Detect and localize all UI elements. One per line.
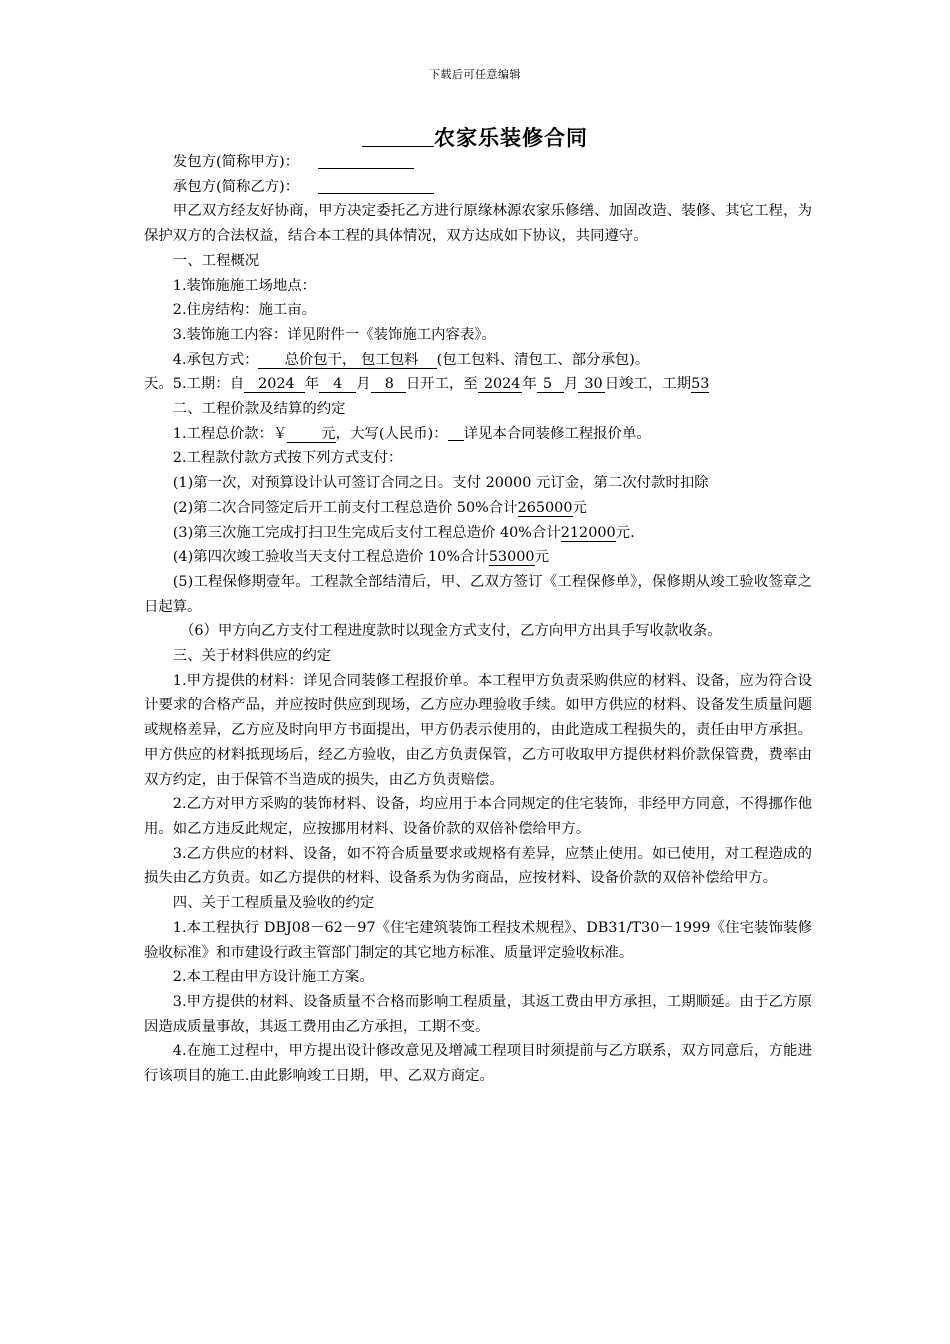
total-uppercase-blank bbox=[448, 423, 464, 441]
pay-3-suffix: 元. bbox=[615, 524, 635, 541]
section3-item3: 3.乙方供应的材料、设备，如不符合质量要求或规格有差异，应禁止使用。如已使用，对工程造成的损失由乙方负责。如乙方提供的材料、设备系为伪劣商品，应按材料、设备价款的双倍补偿给甲方。 bbox=[144, 845, 812, 887]
pay-3-amount: 212000 bbox=[560, 524, 616, 541]
section1-item2: 2.住房结构：施工亩。 bbox=[172, 302, 317, 319]
end-year: 2024 bbox=[478, 376, 523, 393]
end-suffix: 日竣工，工期 bbox=[604, 376, 692, 393]
end-month: 5 bbox=[537, 376, 564, 393]
duration-unit: 天。 bbox=[144, 376, 173, 393]
section4-item4: 4.在施工过程中，甲方提出设计修改意见及增减工程项目时须提前与乙方联系，双方同意后，方能进行该项目的施工.由此影响竣工日期，甲、乙双方商定。 bbox=[144, 1043, 812, 1085]
section4-item2: 2.本工程由甲方设计施工方案。 bbox=[172, 969, 374, 986]
total-mid: ，大写(人民币)： bbox=[335, 425, 448, 442]
pay-method: 2.工程款付款方式按下列方式支付： bbox=[172, 450, 403, 467]
month-label-1: 月 bbox=[356, 376, 371, 393]
pay-6: （6）甲方向乙方支付工程进度款时以现金方式支付，乙方向甲方出具手写收款收条。 bbox=[180, 623, 722, 640]
party-b-line bbox=[144, 175, 812, 200]
total-prefix: 1.工程总价款：￥ bbox=[172, 425, 288, 442]
pay-3 bbox=[144, 521, 812, 546]
duration-days: 53 bbox=[691, 376, 710, 393]
year-label-1: 年 bbox=[304, 376, 320, 393]
pay-4-suffix: 元 bbox=[534, 549, 549, 566]
party-a-line bbox=[144, 150, 812, 175]
total-price-line bbox=[144, 422, 812, 447]
item4-value: 总价包干， 包工包料 bbox=[258, 352, 436, 369]
pay-5: (5)工程保修期壹年。工程款全部结清后，甲、乙双方签订《工程保修单》，保修期从竣工验收签章之日起算。 bbox=[144, 573, 812, 615]
total-unit: 元 bbox=[287, 426, 335, 443]
section2-heading: 二、工程价款及结算的约定 bbox=[172, 401, 346, 418]
section1-item3: 3.装饰施工内容：详见附件一《装饰施工内容表》。 bbox=[172, 326, 496, 343]
party-a-label: 发包方(简称甲方)： bbox=[172, 154, 300, 170]
section1-item4 bbox=[144, 348, 812, 373]
section1-heading: 一、工程概况 bbox=[172, 252, 260, 269]
section1-item1: 1.装饰施施工场地点： bbox=[172, 277, 317, 294]
title-text: 农家乐装修合同 bbox=[434, 125, 588, 150]
section4-heading: 四、关于工程质量及验收的约定 bbox=[172, 895, 375, 912]
pay-1: (1)第一次，对预算设计认可签订合同之日。支付 20000 元订金，第二次付款时扣除 bbox=[172, 475, 709, 492]
intro-paragraph: 甲乙双方经友好协商，甲方决定委托乙方进行原缘林源农家乐修缮、加固改造、装修、其它工程，为保护双方的合法权益，结合本工程的具体情况，双方达成如下协议，共同遵守。 bbox=[144, 203, 812, 245]
pay-2-amount: 265000 bbox=[517, 499, 573, 516]
party-a-blank bbox=[318, 151, 414, 169]
end-day: 30 bbox=[578, 376, 604, 393]
section4-item1: 1.本工程执行 DBJ08－62－97《住宅建筑装饰工程技术规程》、DB31/T30－1999《住宅装饰装修验收标准》和市建设行政主管部门制定的其它地方标准、质量评定验收标准。 bbox=[144, 919, 812, 961]
pay-4-amount: 53000 bbox=[488, 549, 535, 566]
pay-2 bbox=[144, 496, 812, 521]
year-label-2: 年 bbox=[522, 376, 537, 393]
start-year: 2024 bbox=[244, 376, 305, 393]
section3-heading: 三、关于材料供应的约定 bbox=[172, 648, 332, 665]
page-header-note: 下载后可任意编辑 bbox=[429, 68, 521, 81]
start-month: 4 bbox=[319, 376, 356, 393]
start-day: 8 bbox=[371, 376, 406, 393]
pay-4 bbox=[144, 545, 812, 570]
item4-suffix: (包工包料、清包工、部分承包)。 bbox=[436, 351, 650, 368]
pay-2-suffix: 元 bbox=[572, 499, 587, 516]
title-blank-line bbox=[362, 126, 434, 147]
section3-item1: 1.甲方提供的材料：详见合同装修工程报价单。本工程甲方负责采购供应的材料、设备，应为符合设计要求的合格产品，并应按时供应到现场，乙方应办理验收手续。如甲方供应的材料、设备发生质量问题或规格差异，乙方应及时向甲方书面提出，甲方仍表示使用的，由此造成工程损失的，责任由甲方承担。甲方供应的材料抵现场后，经乙方验收，由乙方负责保管，乙方可收取甲方提供材料价款保管费，费率由双方约定，由于保管不当造成的损失，由乙方负责赔偿。 bbox=[144, 672, 812, 788]
pay-2-prefix: (2)第二次合同签定后开工前支付工程总造价 50%合计 bbox=[172, 499, 518, 516]
item4-prefix: 4.承包方式： bbox=[172, 351, 259, 368]
contract-title bbox=[0, 122, 950, 152]
start-suffix: 日开工，至 bbox=[405, 376, 478, 393]
item5-prefix: 5.工期：自 bbox=[172, 376, 245, 393]
pay-4-prefix: (4)第四次竣工验收当天支付工程总造价 10%合计 bbox=[172, 549, 489, 566]
party-b-blank bbox=[318, 176, 434, 194]
section4-item3: 3.甲方提供的材料、设备质量不合格而影响工程质量，其返工费由甲方承担，工期顺延。由于乙方原因造成质量事故，其返工费用由乙方承担，工期不变。 bbox=[144, 993, 812, 1035]
month-label-2: 月 bbox=[564, 376, 579, 393]
party-b-label: 承包方(简称乙方)： bbox=[172, 178, 300, 195]
section3-item2: 2.乙方对甲方采购的装饰材料、设备，均应用于本合同规定的住宅装饰，非经甲方同意，不得挪作他用。如乙方违反此规定，应按挪用材料、设备价款的双倍补偿给甲方。 bbox=[144, 796, 812, 837]
pay-3-prefix: (3)第三次施工完成打扫卫生完成后支付工程总造价 40%合计 bbox=[172, 524, 561, 541]
total-suffix: 详见本合同装修工程报价单。 bbox=[463, 425, 651, 442]
contract-body bbox=[144, 150, 812, 1089]
